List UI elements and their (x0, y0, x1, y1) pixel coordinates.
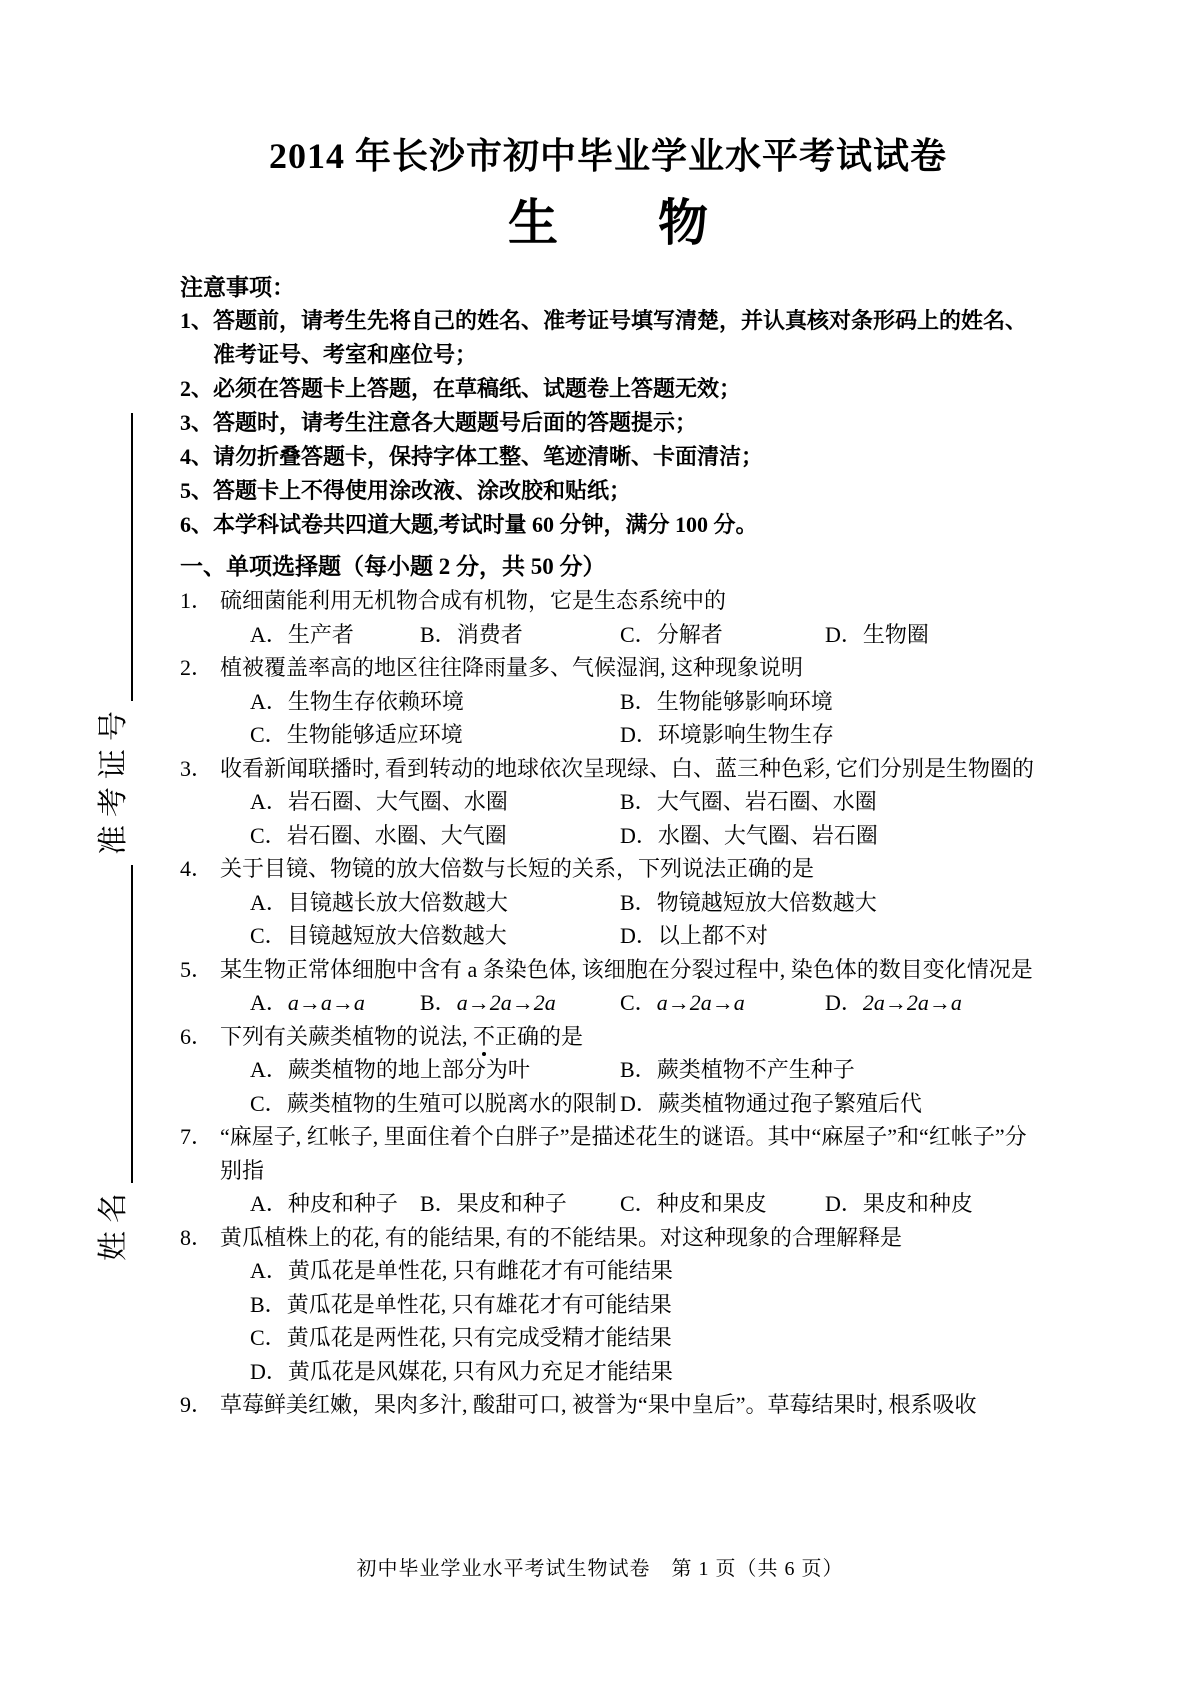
option (620, 886, 1036, 920)
question-item (180, 1221, 1036, 1389)
option (250, 1087, 620, 1121)
subject-title: 生 物 (508, 195, 708, 251)
option-label: C． (620, 621, 657, 647)
notice-item (180, 440, 1036, 474)
options-group (250, 1254, 1036, 1388)
option-label: D． (825, 1191, 863, 1216)
option-label: C． (620, 990, 657, 1015)
question-text-emphasis: 不 (473, 1023, 496, 1049)
option-label: A． (250, 621, 288, 647)
option (250, 1053, 620, 1087)
option (250, 1288, 1036, 1322)
option-label: B． (620, 688, 657, 714)
notice-item-number: 4、 (180, 444, 214, 469)
exam-no-label: 准考证号 (97, 703, 130, 855)
option-text: 蕨类植物不产生种子 (656, 1057, 855, 1082)
notice-item-text: 本学科试卷共四道大题,考试时量 60 分钟，满分 100 分。 (213, 512, 758, 537)
option (825, 618, 1036, 652)
option-text: 种皮和种子 (287, 1191, 398, 1216)
option-label: C． (250, 923, 287, 948)
notice-item (180, 406, 1036, 440)
option-text: 目镜越长放大倍数越大 (287, 889, 508, 915)
question-text-row (180, 752, 1036, 786)
option-text: 分解者 (656, 621, 723, 647)
option (420, 986, 620, 1020)
option-text: 黄瓜花是单性花, 只有雄花才有可能结果 (286, 1291, 672, 1317)
option-label: B． (620, 789, 657, 814)
page-content (180, 130, 1036, 1422)
option (250, 819, 620, 853)
question-number: 9． (180, 1392, 214, 1417)
question-text-row (180, 651, 1036, 685)
question-text: 关于目镜、物镜的放大倍数与长短的关系，下列说法正确的是 (220, 856, 815, 881)
question-text-row (180, 953, 1036, 987)
question-number: 8． (180, 1224, 214, 1250)
option-text: 果皮和种子 (456, 1191, 567, 1216)
option (620, 819, 1036, 853)
option-label: D． (250, 1358, 288, 1384)
options-group (250, 986, 1036, 1020)
question-number: 6． (180, 1023, 214, 1049)
option (620, 685, 1036, 719)
question-text-post: 正确的是 (495, 1023, 584, 1049)
notice-item-number: 5、 (180, 478, 214, 503)
question-item (180, 1020, 1036, 1121)
notice-item-number: 1、 (180, 308, 214, 333)
option-text: 大气圈、岩石圈、水圈 (656, 789, 877, 814)
notice-item (180, 304, 1036, 372)
question-number: 4． (180, 856, 214, 881)
question-item (180, 852, 1036, 953)
question-text: 草莓鲜美红嫩，果肉多汁, 酸甜可口, 被誉为“果中皇后”。草莓结果时, 根系吸收 (220, 1392, 977, 1417)
option (420, 1187, 620, 1221)
notice-item-text: 请勿折叠答题卡，保持字体工整、笔迹清晰、卡面清洁； (213, 444, 764, 469)
option-text: a→a→a (287, 990, 365, 1015)
option (250, 919, 620, 953)
options-group (250, 1053, 1036, 1120)
option-text: 岩石圈、大气圈、水圈 (287, 789, 508, 814)
question-text: 某生物正常体细胞中含有 a 条染色体, 该细胞在分裂过程中, 染色体的数目变化情况是 (220, 956, 1033, 982)
question-list (180, 584, 1036, 1422)
section-heading: 一、单项选择题（每小题 2 分，共 50 分） (180, 554, 606, 579)
option (250, 886, 620, 920)
option (250, 1187, 420, 1221)
option-label: B． (420, 990, 457, 1015)
option-text: 岩石圈、水圈、大气圈 (286, 822, 507, 848)
option (250, 785, 620, 819)
option (620, 718, 1036, 752)
notice-item-number: 2、 (180, 376, 214, 401)
option-text: 黄瓜花是风媒花, 只有风力充足才能结果 (287, 1358, 673, 1384)
option-label: C． (250, 1090, 287, 1116)
notice-item (180, 372, 1036, 406)
question-item (180, 953, 1036, 1020)
option (620, 618, 825, 652)
option (250, 1321, 1036, 1355)
question-item (180, 752, 1036, 853)
name-blank-line (99, 865, 133, 1183)
notice-item-text: 必须在答题卡上答题，在草稿纸、试题卷上答题无效； (213, 376, 742, 401)
option (420, 618, 620, 652)
margin-seal-line (91, 361, 133, 1261)
name-label: 姓名 (97, 1185, 130, 1261)
option-text: 以上都不对 (657, 923, 768, 948)
options-group (250, 886, 1036, 953)
option-label: A． (250, 1191, 288, 1216)
option-label: C． (250, 722, 287, 747)
option-label: D． (620, 722, 658, 747)
exam-no-blank-line (99, 413, 133, 701)
option-label: C． (250, 1325, 287, 1350)
option (620, 986, 825, 1020)
option-text: a→2a→a (656, 990, 745, 1015)
option-text: 生物能够影响环境 (656, 688, 833, 714)
option (250, 685, 620, 719)
option-label: D． (825, 621, 863, 647)
option-label: A． (250, 1057, 288, 1082)
option-label: D． (620, 923, 658, 948)
option-text: 蕨类植物的生殖可以脱离水的限制 (286, 1090, 617, 1116)
question-number: 7． (180, 1124, 214, 1149)
option-label: A． (250, 688, 288, 714)
option-text: 物镜越短放大倍数越大 (656, 889, 877, 915)
option-label: C． (620, 1191, 657, 1216)
option (250, 1254, 1036, 1288)
question-text-row (180, 1120, 1036, 1187)
question-number: 1． (180, 588, 214, 613)
option-label: B． (420, 621, 457, 647)
option (620, 1087, 1036, 1121)
option-text: 生物圈 (862, 621, 929, 647)
question-item (180, 1388, 1036, 1422)
question-text (220, 1020, 1036, 1054)
notice-item-number: 6、 (180, 512, 214, 537)
page-footer: 初中毕业学业水平考试生物试卷 第 1 页（共 6 页） (356, 1558, 844, 1580)
option-label: D． (620, 1090, 658, 1116)
question-text-row (180, 1388, 1036, 1422)
options-group (250, 685, 1036, 752)
notice-list (180, 304, 1036, 542)
options-group (250, 1187, 1036, 1221)
option-text: 黄瓜花是单性花, 只有雌花才有可能结果 (287, 1258, 673, 1283)
option-text: 生物能够适应环境 (286, 722, 463, 747)
notice-item-text: 答题前，请考生先将自己的姓名、准考证号填写清楚，并认真核对条形码上的姓名、准考证号、考室和座位号； (213, 308, 1028, 367)
notice-item-number: 3、 (180, 410, 214, 435)
option (250, 986, 420, 1020)
question-text: 黄瓜植株上的花, 有的能结果, 有的不能结果。对这种现象的合理解释是 (220, 1224, 903, 1250)
option-label: B． (620, 1057, 657, 1082)
option-text: a→2a→2a (456, 990, 556, 1015)
option-text: 水圈、大气圈、岩石圈 (657, 822, 878, 848)
option (620, 1053, 1036, 1087)
page-title: 2014 年长沙市初中毕业学业水平考试试卷 (268, 136, 947, 176)
option-label: D． (620, 822, 658, 848)
option-label: D． (825, 990, 863, 1015)
question-text-row (180, 1221, 1036, 1255)
option-text: 环境影响生物生存 (657, 722, 834, 747)
option (620, 1187, 825, 1221)
notice-item-text: 答题时，请考生注意各大题题号后面的答题提示； (213, 410, 698, 435)
question-number: 5． (180, 956, 214, 982)
option-label: A． (250, 990, 288, 1015)
question-text-pre: 下列有关蕨类植物的说法, (220, 1023, 474, 1049)
question-item (180, 1120, 1036, 1221)
option (825, 1187, 1036, 1221)
option-label: B． (250, 1291, 287, 1317)
option-text: 生物生存依赖环境 (287, 688, 464, 714)
option-text: 生产者 (287, 621, 354, 647)
question-text: 硫细菌能利用无机物合成有机物，它是生态系统中的 (220, 588, 727, 613)
option (825, 986, 1036, 1020)
notice-heading: 注意事项： (180, 275, 295, 300)
question-number: 3． (180, 755, 214, 781)
option-text: 消费者 (456, 621, 523, 647)
notice-item (180, 474, 1036, 508)
option (620, 785, 1036, 819)
option-text: 目镜越短放大倍数越大 (286, 923, 507, 948)
question-text-row (180, 584, 1036, 618)
option-label: C． (250, 822, 287, 848)
question-text: “麻屋子, 红帐子, 里面住着个白胖子”是描述花生的谜语。其中“麻屋子”和“红帐子”分别指 (220, 1124, 1027, 1183)
notice-item (180, 508, 1036, 542)
question-number: 2． (180, 655, 214, 680)
option-text: 种皮和果皮 (656, 1191, 767, 1216)
option-label: A． (250, 789, 288, 814)
option-label: B． (620, 889, 657, 915)
option (250, 1355, 1036, 1389)
option (250, 618, 420, 652)
option (620, 919, 1036, 953)
notice-item-text: 答题卡上不得使用涂改液、涂改胶和贴纸； (213, 478, 632, 503)
options-group (250, 785, 1036, 852)
question-text-row (180, 852, 1036, 886)
question-item (180, 584, 1036, 651)
options-group (250, 618, 1036, 652)
question-text: 植被覆盖率高的地区往往降雨量多、气候湿润, 这种现象说明 (220, 655, 804, 680)
question-text-row (180, 1020, 1036, 1054)
option (250, 718, 620, 752)
option-label: A． (250, 889, 288, 915)
option-text: 蕨类植物的地上部分为叶 (287, 1057, 530, 1082)
option-label: B． (420, 1191, 457, 1216)
option-text: 果皮和种皮 (862, 1191, 973, 1216)
option-label: A． (250, 1258, 288, 1283)
option-text: 蕨类植物通过孢子繁殖后代 (657, 1090, 922, 1116)
option-text: 2a→2a→a (862, 990, 962, 1015)
question-text: 收看新闻联播时, 看到转动的地球依次呈现绿、白、蓝三种色彩, 它们分别是生物圈的 (220, 755, 1035, 781)
question-item (180, 651, 1036, 752)
option-text: 黄瓜花是两性花, 只有完成受精才能结果 (286, 1325, 672, 1350)
